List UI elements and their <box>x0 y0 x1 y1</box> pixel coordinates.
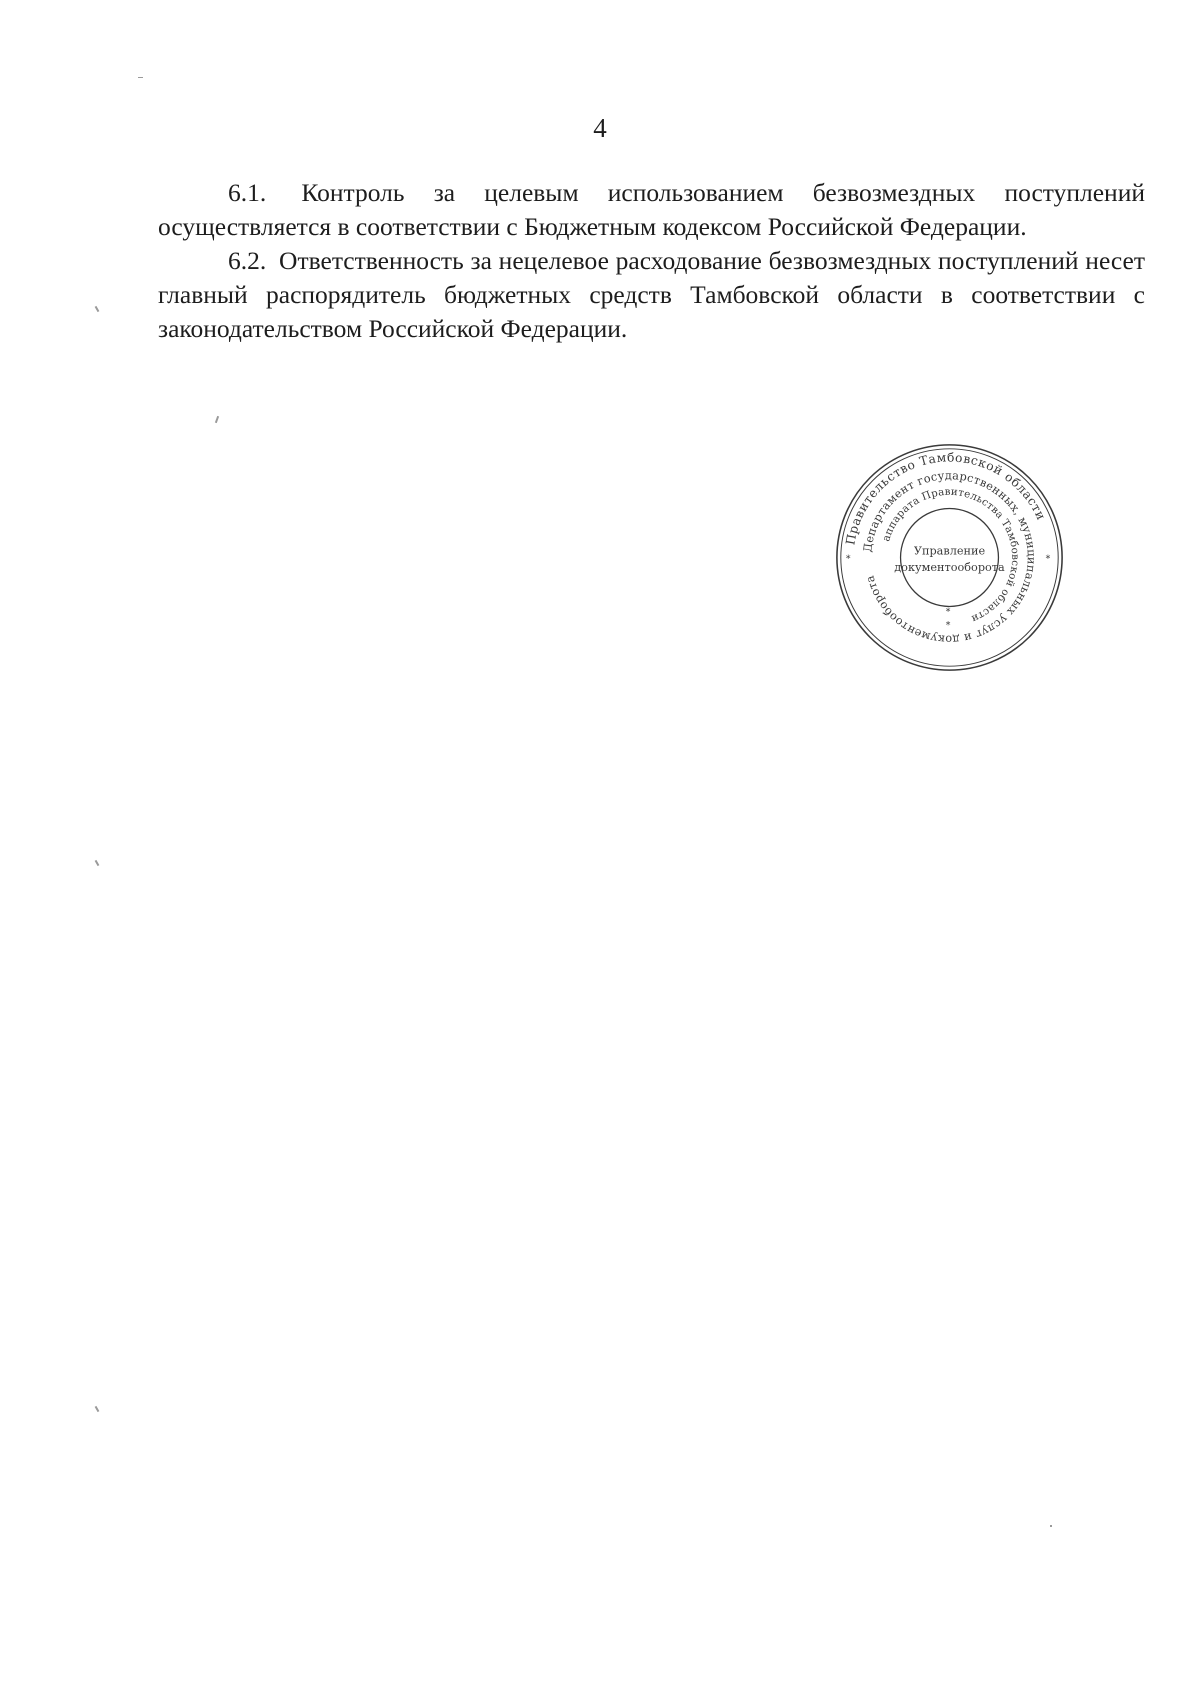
paragraph-text: Контроль за целевым использованием безвозмездных поступлений осуществляется в соответствии с Бюджетным кодексом Российской Федерации. <box>158 178 1145 241</box>
seal-star-bottom-2: * <box>945 620 951 631</box>
seal-middle-text: Департамент государственных, муниципальных услуг и документооборота <box>861 469 1038 646</box>
document-body <box>158 176 1145 346</box>
seal-center-line-1: Управление <box>913 544 986 558</box>
seal-outer-text: Правительство Тамбовской области <box>843 450 1049 546</box>
paragraph-6-2 <box>158 244 1145 346</box>
scan-speck <box>95 1406 100 1412</box>
paragraph-6-1 <box>158 176 1145 244</box>
seal-star-left: * <box>845 553 851 565</box>
official-seal <box>832 440 1067 675</box>
scan-speck <box>95 306 100 312</box>
seal-star-right: * <box>1045 553 1051 565</box>
paragraph-text: Ответственность за нецелевое расходование безвозмездных поступлений несет главный распорядитель бюджетных средств Тамбовской области в соответствии с законодательством Российской Федерации. <box>158 246 1145 343</box>
scan-speck <box>1050 1525 1052 1527</box>
paragraph-number: 6.1. <box>228 178 267 207</box>
scan-speck <box>215 416 219 423</box>
seal-graphic <box>832 440 1067 675</box>
page-number: 4 <box>593 113 607 143</box>
seal-center-line-2: документооборота <box>894 561 1005 575</box>
seal-inner-text: аппарата Правительства Тамбовской области <box>880 485 1022 625</box>
scan-speck <box>138 77 143 78</box>
scan-speck <box>95 860 100 866</box>
seal-star-bottom: * <box>945 606 951 618</box>
paragraph-number: 6.2. <box>228 246 267 275</box>
